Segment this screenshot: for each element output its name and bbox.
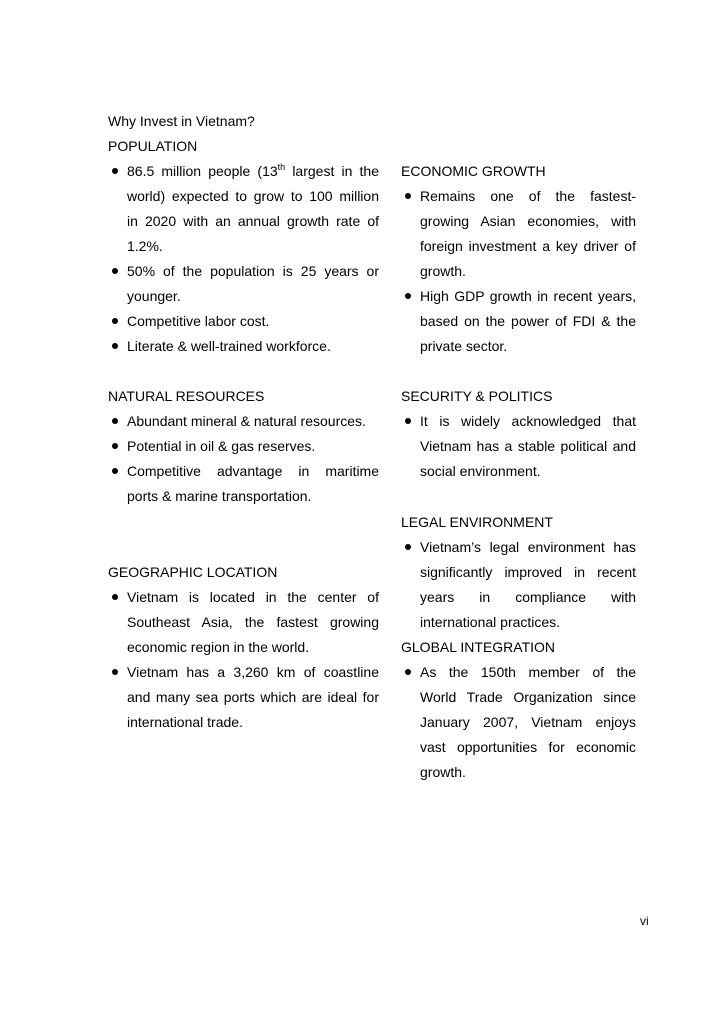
bullet-icon	[112, 168, 118, 174]
list-item-line: foreign investment a key driver of	[420, 238, 636, 254]
list-item-line: international practices.	[420, 614, 561, 630]
list-item-line: growing Asian economies, with	[420, 213, 636, 229]
list-item-line: Potential in oil & gas reserves.	[127, 438, 316, 454]
list-item-line: vast opportunities for economic	[420, 739, 636, 755]
list-item-line: High GDP growth in recent years,	[420, 288, 636, 304]
list-item-line: 86.5 million people (13th largest in the	[127, 162, 379, 179]
bullet-icon	[405, 544, 411, 550]
list-item-line: world) expected to grow to 100 million	[127, 188, 379, 204]
list-item-line: Remains one of the fastest-	[420, 188, 636, 204]
list-item-line: Vietnam has a stable political and	[420, 438, 636, 454]
bullet-icon	[112, 669, 118, 675]
list-item-line: Abundant mineral & natural resources.	[127, 413, 366, 429]
bullet-icon	[405, 418, 411, 424]
list-item-line: social environment.	[420, 463, 541, 479]
section-heading-economic-growth: ECONOMIC GROWTH	[401, 163, 546, 179]
list-item-line: Vietnam’s legal environment has	[420, 539, 636, 555]
list-item-line: private sector.	[420, 338, 508, 354]
bullet-icon	[112, 268, 118, 274]
list-item-line: economic region in the world.	[127, 639, 310, 655]
bullet-icon	[112, 318, 118, 324]
bullet-icon	[112, 468, 118, 474]
bullet-icon	[112, 418, 118, 424]
list-item-line: Competitive labor cost.	[127, 313, 270, 329]
list-item-line: World Trade Organization since	[420, 689, 636, 705]
list-item-line: and many sea ports which are ideal for	[127, 689, 379, 705]
list-item-line: growth.	[420, 263, 466, 279]
section-heading-population: POPULATION	[108, 138, 198, 154]
section-heading-natural-resources: NATURAL RESOURCES	[108, 388, 265, 404]
section-heading-geographic-location: GEOGRAPHIC LOCATION	[108, 564, 278, 580]
list-item-line: based on the power of FDI & the	[420, 313, 636, 329]
list-item-line: Vietnam has a 3,260 km of coastline	[127, 664, 379, 680]
section-heading-global-integration: GLOBAL INTEGRATION	[401, 639, 556, 655]
list-item-line: in 2020 with an annual growth rate of	[127, 213, 379, 229]
list-item-line: Literate & well-trained workforce.	[127, 338, 331, 354]
bullet-icon	[112, 343, 118, 349]
list-item-line: years in compliance with	[420, 589, 636, 605]
page-title: Why Invest in Vietnam?	[108, 113, 255, 129]
list-item-line: It is widely acknowledged that	[420, 413, 636, 429]
list-item-line: significantly improved in recent	[420, 564, 636, 580]
list-item-line: January 2007, Vietnam enjoys	[420, 714, 636, 730]
list-item-line: 1.2%.	[127, 238, 163, 254]
list-item-line: 50% of the population is 25 years or	[127, 263, 379, 279]
list-item-line: Vietnam is located in the center of	[127, 589, 379, 605]
list-item-line: Southeast Asia, the fastest growing	[127, 614, 379, 630]
bullet-icon	[405, 193, 411, 199]
bullet-icon	[405, 293, 411, 299]
bullet-icon	[112, 594, 118, 600]
list-item-line: Competitive advantage in maritime	[127, 463, 379, 479]
list-item-line: growth.	[420, 764, 466, 780]
section-heading-legal-environment: LEGAL ENVIRONMENT	[401, 514, 553, 530]
list-item-line: international trade.	[127, 714, 243, 730]
list-item-line: ports & marine transportation.	[127, 488, 312, 504]
list-item-line: younger.	[127, 288, 181, 304]
section-heading-security-politics: SECURITY & POLITICS	[401, 388, 553, 404]
page-number: vi	[640, 914, 649, 928]
list-item-line: As the 150th member of the	[420, 664, 636, 680]
bullet-icon	[112, 443, 118, 449]
bullet-icon	[405, 669, 411, 675]
